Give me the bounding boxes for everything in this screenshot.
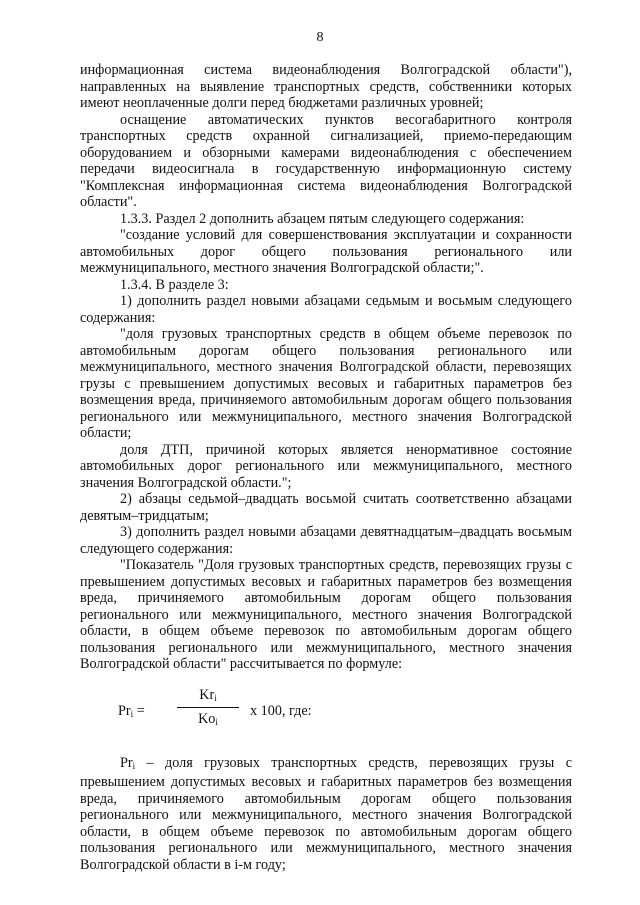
paragraph: "доля грузовых транспортных средств в общем объеме перевозок по автомобильным дорогам общего пользования регионального или межмуниципального, местного значения Волгоградской области, перевозящих грузы с превышением допустимых весовых и габаритных параметров без возмещения вреда, причиняемого автомобильным дорогам общего пользования регионального или межмуниципального, местного значения Волгоградской области; bbox=[80, 326, 572, 441]
paragraph: 3) дополнить раздел новыми абзацами девятнадцатым–двадцать восьмым следующего содержания: bbox=[80, 524, 572, 557]
formula-numerator: $Kr_i$ bbox=[199, 686, 217, 703]
paragraph: доля ДТП, причиной которых является ненормативное состояние автомобильных дорог регионального или межмуниципального, местного значения Волгоградской области."; bbox=[80, 441, 572, 491]
paragraphs bbox=[80, 62, 572, 673]
definition-text: – доля грузовых транспортных средств, перевозящих грузы с превышением допустимых весовых и габаритных параметров без возмещения вреда, причиняемого автомобильным дорогам общего пользования регионального или межмуниципального, местного значения Волгоградской области, в общем объеме перевозок по автомобильным дорогам общего пользования регионального или межмуниципального, местного значения Волгоградской области в i-м году; bbox=[80, 754, 572, 873]
formula-rhs: x 100, где: bbox=[250, 702, 312, 719]
paragraph: 2) абзацы седьмой–двадцать восьмой считать соответственно абзацами девятым–тридцатым; bbox=[80, 491, 572, 524]
paragraph: "создание условий для совершенствования эксплуатации и сохранности автомобильных дорог общего пользования регионального или межмуниципального, местного значения Волгоградской области;". bbox=[80, 227, 572, 276]
paragraph: "Показатель "Доля грузовых транспортных средств, перевозящих грузы с превышением допустимых весовых и габаритных параметров без возмещения вреда, причиняемого автомобильным дорогам общего пользования регионального или межмуниципального, местного значения Волгоградской области, в общем объеме перевозок по автомобильным дорогам общего пользования регионального или межмуниципального, местного значения Волгоградской области" рассчитывается по формуле: bbox=[80, 557, 572, 672]
paragraph: 1.3.4. В разделе 3: bbox=[120, 276, 229, 293]
paragraph: 1) дополнить раздел новыми абзацами седьмым и восьмым следующего содержания: bbox=[80, 293, 572, 326]
definition-symbol: $Pr_i$ bbox=[120, 754, 136, 771]
paragraph: 1.3.3. Раздел 2 дополнить абзацем пятым следующего содержания: bbox=[120, 210, 525, 227]
definition-paragraph bbox=[80, 755, 572, 874]
formula-denominator: $Ko_i$ bbox=[198, 710, 218, 727]
fraction-bar bbox=[177, 707, 239, 708]
page-number: 8 bbox=[316, 30, 324, 45]
formula-lhs: $Pr_i$ = bbox=[118, 702, 145, 719]
formula bbox=[80, 683, 572, 745]
paragraph: информационная система видеонаблюдения Волгоградской области"), направленных на выявление транспортных средств, собственники которых имеют неоплаченные долги перед бюджетами различных уровней; bbox=[80, 62, 572, 111]
document-body bbox=[80, 62, 572, 873]
paragraph: оснащение автоматических пунктов весогабаритного контроля транспортных средств охранной сигнализацией, приемо-передающим оборудованием и обзорными камерами видеонаблюдения с обеспечением передачи видеосигнала в государственную информационную систему "Комплексная информационная система видеонаблюдения Волгоградской области". bbox=[80, 111, 572, 210]
